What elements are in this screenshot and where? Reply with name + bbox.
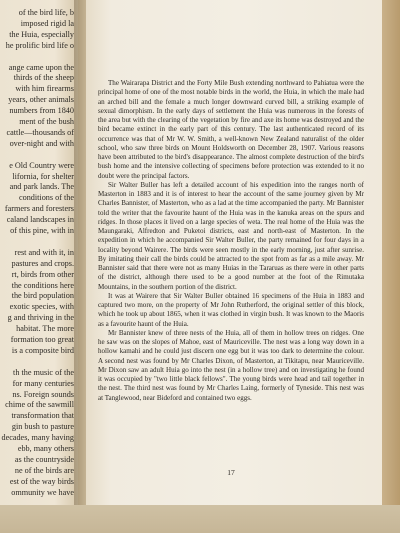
left-page-line: ommunity we have [11, 487, 74, 497]
left-page-line: farmers and foresters [4, 204, 74, 214]
page-number: 17 [227, 468, 235, 477]
left-page-line: is a composite bird [11, 345, 74, 355]
left-page-line: ment of the bush [19, 117, 74, 126]
paragraph-wairere-specimens: It was at Wairere that Sir Walter Buller obtained 16 specimens of the Huia in 1883 and captured two more, on the property of Mr John Rutherford, the original settler of this block, which he took up about 1865, when it was clothed in virgin bush. It was known to the Maoris as a favourite haunt of the Huia. [98, 291, 364, 328]
left-page-line: decades, many having [1, 433, 74, 443]
left-page-line: caland landscapes in [6, 215, 74, 225]
left-page-line: the Huia, especially [9, 29, 74, 39]
paragraph-buller-expedition: Sir Walter Buller has left a detailed account of his expedition into the ranges north of Masterton in 1883 and it is of interest to hear the account of the same journey given by Mr Charles Bannister, of Masterton, who as a lad at the time accompanied the party. Mr Bannister told the writer that the favourite haunt of the Huia was in the kanuka areas on the spurs and ridges. In those places it lived on a large species of weta. The real home of the Huia was the Maungaraki, Alfredton and Puketoi districts, east and north-east of Masterton. In the expedition in which he accompanied Sir Walter Buller, the party remained for four days in a locality beyond Wairere. The birds were seen mostly in the early morning, just after sunrise. By imitating their call the birds could be attracted to the spot from as far as a mile away. Mr Bannister said that there were not as many Huias in the Tararuas as there were in other parts of the district, although there used to be a good number at the foot of the Rimutaka Mountains, in the southern portion of the district. [98, 180, 364, 291]
left-page-line: exotic species, with [9, 302, 74, 312]
book-cover-edge [382, 0, 400, 533]
left-page-line: of this pine, with in [10, 226, 74, 235]
left-facing-page [0, 0, 78, 533]
left-page-line: and park lands. The [9, 182, 74, 192]
left-page-line: habitat. The more [16, 324, 74, 334]
left-page-line: ne of the birds are [14, 465, 74, 475]
left-page-line: est of the way birds [9, 476, 74, 486]
left-page-line: the conditions here [11, 280, 74, 290]
left-page-line: th the music of the [13, 367, 74, 377]
left-page-line: ns. Foreign sounds [12, 389, 74, 399]
left-page-line: of the bird life, b [18, 8, 74, 17]
left-page-line: with him firearms [15, 84, 74, 94]
page-body-text [98, 79, 364, 403]
left-page-line: years, other animals [8, 95, 74, 105]
paragraph-huia-nests: Mr Bannister knew of three nests of the Huia, all of them in hollow trees on ridges. One he saw was on the slopes of Mahoe, east of Mauriceville. The nest was a long way down in a hollow kamahi and he could just discern one egg but it was too dark to determine the colour. A second nest was found by Mr Charles Dixon, of Masterton, at Tikitapu, near Mauriceville. Mr Dixon saw an adult Huia go into the nest (in a hollow tree) and on investigating he found it was occupied by "two little black fellows". The young birds were head and tail together in the nest. The third nest was found by Mr Charles Laing, formerly of Tyneside. This nest was at Tanglewood, near Bideford and contained two eggs. [98, 328, 364, 402]
left-page-line: as the countryside [14, 454, 74, 464]
left-page-line: the bird population [11, 291, 74, 301]
left-page-line: thirds of the sheep [13, 73, 74, 83]
paragraph-huia-history: The Wairarapa District and the Forty Mile Bush extending northward to Pahiatua were the principal home of one of the most notable birds in the world, the Huia, in which the male had an arched bill and the female a much longer downward curved bill, a striking example of sexual dimorphism. In the early days of settlement the Huia was numerous in the forests of the area but with the clearing of the vegetation by fire and axe its home was destroyed and the bird became extinct in the early part of this century. The last authenticated record of its occurrence was that of Mr W. W. Smith, a well-known New Zealand naturalist of the older school, who saw three birds on Mount Holdsworth on December 28, 1907. Various reasons have been attributed to the bird's disappearance. The almost complete destruction of the bird's bush home and the intensive collecting of specimens before protection was extended to it no doubt were the principal factors. [98, 79, 364, 180]
left-page-line: he prolific bird life o [5, 40, 74, 50]
left-page-line: lifornia, for shelter [12, 171, 74, 181]
left-page-line: e Old Country were [9, 160, 74, 170]
left-page-line: ebb, many others [17, 444, 74, 453]
left-page-line: chime of the sawmill [5, 400, 74, 410]
left-page-line: pastures and crops. [11, 258, 74, 268]
left-page-line: cattle—thousands of [6, 127, 74, 137]
left-page-line: over-night and with [9, 138, 74, 148]
left-page-line: g and thriving in the [7, 313, 74, 323]
left-page-line: ange came upon the [8, 62, 74, 72]
left-page-line: conditions of the [18, 193, 74, 203]
right-page [86, 0, 400, 533]
left-page-line: formation too great [10, 335, 74, 344]
left-page-line: rt, birds from other [11, 269, 74, 279]
left-page-line: numbers from 1840 [9, 106, 74, 116]
left-page-line: rest and with it, in [14, 247, 74, 257]
left-page-line: transformation that [11, 411, 74, 421]
table-surface [0, 505, 400, 533]
left-page-line: imposed rigid la [20, 18, 74, 28]
left-page-line: gin bush to pasture [11, 422, 74, 432]
left-page-line: for many centuries [12, 378, 74, 388]
